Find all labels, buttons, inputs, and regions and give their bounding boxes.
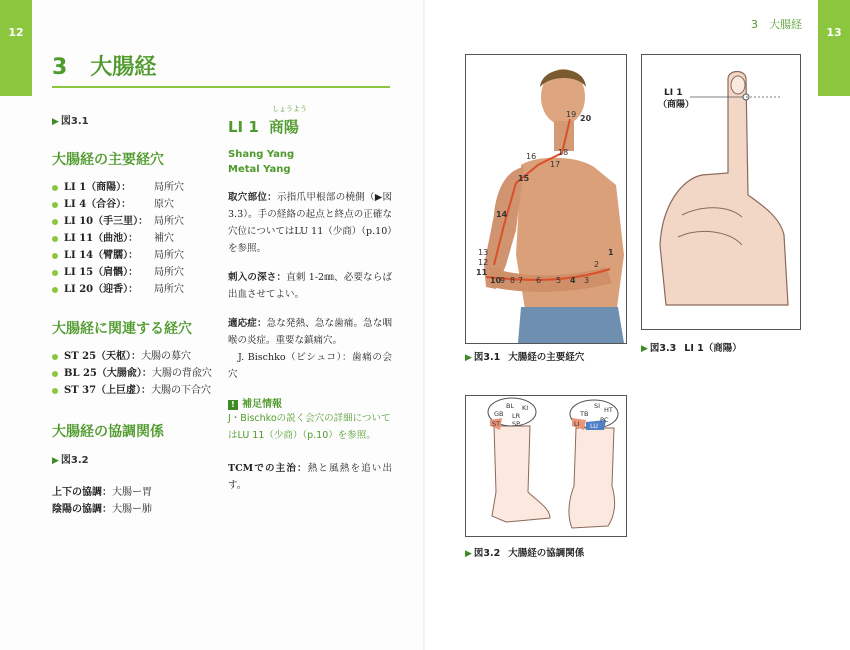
acupoint-label: 17 [550,160,561,169]
meridian-label: LU [590,422,599,430]
acupoint-label: 19 [566,110,577,119]
acupoint-label: 8 [510,276,516,285]
figure-3-3 [641,54,801,330]
bischko-text: J. Bischko（ビシュコ）：歯痛の会穴 [228,352,392,380]
point-name: LI 1（商陽）： [64,182,132,193]
acupoint-label: 4 [570,276,576,285]
list-item [52,264,217,281]
figure-3-2-caption [465,545,584,559]
related-points-title: 大腸経に関連する経穴 [52,321,192,337]
meridian-label: SI [594,402,601,410]
triangle-icon: ▶ [52,117,59,127]
right-page [425,0,850,650]
meridian-label: PC [600,416,609,424]
coordination-row [52,484,217,501]
acupoint-label: 1 [608,248,614,257]
bullet-dot-icon [52,270,58,276]
page-number-right: 13 [826,26,842,39]
acupoint-label: 7 [518,276,524,285]
point-name: LI 4（合谷）： [64,199,132,210]
point-role: 大腸の募穴 [141,351,192,362]
acupoint-label: 5 [556,276,562,285]
coordination-row [52,501,217,518]
meridian-label: TB [580,410,589,418]
depth-text [228,269,392,303]
indication-text [228,315,392,349]
indication-label: 適応症： [228,318,267,329]
page-number-left: 12 [8,26,24,39]
list-item [52,281,217,298]
caption-number: 図3.3 [649,343,677,354]
fig33-label-name: （商陽） [658,100,695,110]
exclamation-icon: ! [228,400,238,410]
list-item [52,213,217,230]
figure-ref-3-1[interactable] [52,112,217,127]
location-label: 取穴部位： [228,192,277,203]
acupoint-label: 9 [500,276,506,285]
point-code: LI 1 [228,118,259,136]
related-points-list [52,348,217,399]
depth-label: 刺入の深さ： [228,272,287,283]
meridian-label: LI [574,420,580,428]
note-text: J・Bischkoの説く会穴の詳細についてはLU 11（少商）（p.10）を参照。 [228,413,391,441]
main-points-list [52,179,217,298]
main-points-title: 大腸経の主要経穴 [52,152,164,168]
acupoint-label: 2 [594,260,600,269]
acupoint-label: 16 [526,152,537,161]
point-romaji [228,147,392,177]
triangle-icon: ▶ [465,353,472,363]
point-role: 補穴 [154,233,174,244]
point-name: LI 11（曲池）： [64,233,139,244]
indication-body: 急な発熱、急な歯痛。急な咽喉の炎症。重要な鎮痛穴。 [228,318,392,346]
running-head: 3 大腸経 [751,18,802,31]
acupoint-label: 11 [476,268,488,277]
point-role: 局所穴 [154,216,184,227]
caption-number: 図3.2 [473,548,501,559]
meridian-label: GB [494,410,504,418]
triangle-icon: ▶ [465,549,472,559]
figure-ref-label: 図3.1 [60,116,89,127]
list-item [52,247,217,264]
caption-text: 大腸経の協調関係 [508,548,585,559]
list-item [52,179,217,196]
point-name: LI 15（肩髃）： [64,267,139,278]
chapter-name: 大腸経 [90,55,157,80]
coordination-list [52,484,217,518]
meridian-label: SP [512,420,521,428]
caption-text: 大腸経の主要経穴 [508,352,585,363]
point-role: 局所穴 [154,250,184,261]
meridian-label: LR [512,412,521,420]
bullet-dot-icon [52,219,58,225]
acupoint-label: 12 [478,258,489,267]
point-role: 大腸の下合穴 [151,385,212,396]
left-column [52,112,217,518]
point-name: LI 14（臂臑）： [64,250,139,261]
acupoint-label: 18 [558,148,569,157]
coordination-value: 大腸ー肺 [112,504,152,515]
list-item [52,365,217,382]
point-name: ST 25（天枢）： [64,351,142,362]
bullet-dot-icon [52,202,58,208]
coordination-title: 大腸経の協調関係 [52,424,164,440]
figure-3-1 [465,54,627,344]
tcm-text [228,460,392,494]
bullet-dot-icon [52,388,58,394]
list-item [52,196,217,213]
point-role: 原穴 [154,199,174,210]
fig33-label-code: LI 1 [664,88,683,98]
bullet-dot-icon [52,185,58,191]
chapter-title [52,50,156,81]
figure-3-2 [465,395,627,537]
romaji-line-1: Shang Yang [228,149,295,160]
figure-3-3-caption [641,340,742,354]
point-role: 局所穴 [154,267,184,278]
point-heading [228,116,392,137]
tcm-body: 熱と風熱を追い出す。 [228,463,392,491]
list-item [52,382,217,399]
bullet-dot-icon [52,354,58,360]
coordination-label: 陰陽の協調： [52,504,112,515]
point-role: 大腸の背兪穴 [151,368,212,379]
location-body: 示指爪甲根部の橈側（▶図3.3）。手の経絡の起点と終点の正確な穴位についてはLU 11（少商）（p.10）を参照。 [228,192,392,254]
meridian-label: KI [522,404,529,412]
figure-ref-3-2[interactable] [52,451,217,466]
point-detail-column [228,104,392,494]
point-name: BL 25（大腸兪）： [64,368,152,379]
point-name: 商陽 [268,118,299,136]
figure-3-1-caption [465,349,584,363]
acupoint-label: 3 [584,276,590,285]
figure-3-2-illustration [466,396,626,536]
acupoint-label: 20 [580,114,592,123]
point-name: LI 20（迎香）： [64,284,139,295]
acupoint-label: 15 [518,174,530,183]
point-name: ST 37（上巨虚）： [64,385,152,396]
meridian-label: ST [492,420,501,428]
bullet-dot-icon [52,287,58,293]
figure-3-1-illustration [466,55,626,343]
caption-text: LI 1（商陽） [684,343,742,354]
bullet-dot-icon [52,236,58,242]
acupoint-label: 6 [536,276,542,285]
depth-body: 直刺 1-2㎜、必要ならば出血させてよい。 [228,272,392,300]
bullet-dot-icon [52,253,58,259]
triangle-icon: ▶ [641,344,648,354]
point-role: 局所穴 [154,182,184,193]
point-role: 局所穴 [154,284,184,295]
note-title-text: 補足情報 [242,399,282,410]
figure-ref-label: 図3.2 [60,455,89,466]
figure-3-3-illustration [642,55,800,329]
chapter-rule [52,86,390,88]
acupoint-label: 13 [478,248,489,257]
list-item [52,348,217,365]
coordination-value: 大腸ー胃 [112,487,152,498]
meridian-label: HT [604,406,613,414]
point-name: LI 10（手三里）： [64,216,149,227]
coordination-label: 上下の協調： [52,487,112,498]
list-item [52,230,217,247]
ruby-reading: しょうよう [272,105,307,113]
chapter-number: 3 [52,55,68,80]
caption-number: 図3.1 [473,352,501,363]
page-number-tab-right [818,0,850,96]
meridian-label: BL [506,402,515,410]
bullet-dot-icon [52,371,58,377]
tcm-label: TCMでの主治： [228,463,308,474]
triangle-icon: ▶ [52,456,59,466]
acupoint-label: 14 [496,210,508,219]
page-number-tab-left [0,0,32,96]
note-title [228,395,392,410]
acupoint-label: 10 [490,276,502,285]
romaji-line-2: Metal Yang [228,164,291,175]
location-text [228,189,392,257]
